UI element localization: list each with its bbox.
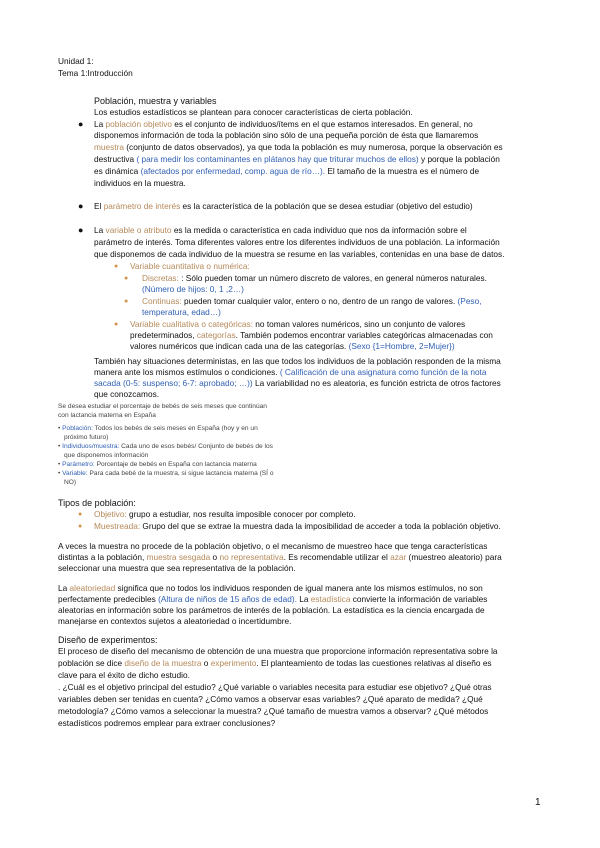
text-line: parámetro de interés. Toma diferentes valores entre los diferentes individuos de una población. La información — [94, 237, 500, 247]
text-line: También hay situaciones deterministas, en las que todos los individuos de la población responden de la misma — [94, 356, 501, 366]
term-categorias: categorías — [196, 330, 236, 340]
text-line: El proceso de diseño del mecanismo de obtención de una muestra que proporcione información representativa sobre la — [58, 646, 498, 656]
bullet-poblacion-line: La población objetivo es el conjunto de individuos/ítems en el que estamos interesados. En general, no — [94, 119, 473, 129]
intro-lead: Los estudios estadísticos se plantean para conocer características de cierta población. — [94, 107, 413, 117]
text-line: manejarse en contextos sujetos a aleatoriedad o incertidumbre. — [58, 616, 292, 626]
term-categoricas: Variable cualitativa o categóricas: — [130, 319, 256, 329]
sub-bullet-icon: ● — [78, 523, 83, 530]
text-line: clave para el éxito de dicho estudio. — [58, 670, 190, 680]
bullet-parametro-line: El parámetro de interés es la característica de la población que se desea estudiar (objetivo del estudio) — [94, 201, 473, 211]
topic-title: Tema 1:Introducción — [58, 68, 133, 78]
sub-bullet-icon: ● — [124, 275, 129, 282]
text-line: estadísticos podremos emplear para extraer conclusiones? — [58, 718, 276, 728]
discretas-line: Discretas: : Sólo pueden tomar un número discreto de valores, en general números naturales. — [142, 273, 487, 283]
text-line: aleatorias en información sobre los parámetros de interés de la población. La estadística es la ciencia encargada de — [58, 605, 485, 615]
text-line: metodología? ¿Cómo vamos a seleccionar la muestra? ¿Qué tamaño de muestra vamos a observar? ¿Qué métodos — [58, 706, 489, 716]
example-platanos: ( para medir los contaminantes en plátanos hay que triturar muchos de ellos) — [136, 154, 419, 164]
text-line: variables deben ser tenidas en cuenta? ¿Cómo vamos a observar esas variables? ¿Qué aparato de medida? ¿Qué — [58, 694, 483, 704]
text-line: predeterminados, categorías. También podemos encontrar variables categóricas almacenadas con — [130, 330, 493, 340]
text-line: que disponemos de cada individuo de la muestra se resume en las variables, contenidas en una base de datos. — [94, 249, 505, 259]
page-number: 1 — [535, 797, 541, 808]
term-poblacion-objetivo: población objetivo — [105, 119, 172, 129]
term-discretas: Discretas: — [142, 273, 182, 283]
text-line: sacada (0-5: suspenso; 6-7: aprobado; …)) La variabilidad no es aleatoria, es función estricta de otros factores — [94, 378, 501, 388]
term-variable: variable o atributo — [105, 225, 172, 235]
tipos-heading: Tipos de población: — [58, 498, 136, 508]
example-peso: temperatura, edad…) — [142, 307, 221, 317]
bullet-icon: ● — [78, 225, 84, 235]
bullet-icon: ● — [78, 119, 84, 129]
text-line: muestra (conjunto de datos observados), ya que toda la población es muy numerosa, porque la observación es — [94, 142, 503, 152]
tipo-objetivo: Objetivo: grupo a estudiar, nos resulta imposible conocer por completo. — [94, 509, 356, 519]
text-line: manera ante los mismos estímulos o condiciones. ( Calificación de una asignatura como función de la nota — [94, 367, 487, 377]
text-line: disponemos información de toda la población sino sólo de una pequeña porción de ésta que llamaremos — [94, 130, 479, 140]
example-enfermedad: (afectados por enfermedad, comp. agua de río…). — [140, 166, 326, 176]
text-line: valores numéricos que indican cada una de las categorías. (Sexo {1=Hombre, 2=Mujer}) — [130, 341, 455, 351]
bullet-icon: ● — [78, 201, 84, 211]
term-parametro: parámetro de interés — [103, 201, 181, 211]
text-line: seleccionar una muestra que sea representativa de la población. — [58, 563, 296, 573]
text-line: perfectamente predecibles (Altura de niños de 15 años de edad). La estadística convierte la información de variables — [58, 594, 488, 604]
example-note-image: Se desea estudiar el porcentaje de bebés de seis meses que continúan con lactancia materna en España • Población: Todos los bebés de seis meses en España (hoy y en un próximo futuro) • Individuos/muestra: Cada uno de esos bebés/ Conjunto de bebés de los que disponemos información • Parámetro: Porcentaje de bebés en España con lactancia materna • Variable: Para cada bebé de la muestra, si sigue lactancia materna (SÍ o NO) — [58, 403, 274, 486]
text-line: A veces la muestra no procede de la población objetivo, o el mecanismo de muestreo hace que tenga características — [58, 541, 488, 551]
bullet-variable-line: La variable o atributo es la medida o característica en cada individuo que nos da información sobre el — [94, 225, 467, 235]
sub-bullet-icon: ● — [124, 298, 129, 305]
categoricas-line: Variable cualitativa o categóricas: no toman valores numéricos, sino un conjunto de valores — [130, 319, 466, 329]
term-muestra: muestra — [94, 142, 124, 152]
tipo-muestreada: Muestreada: Grupo del que se extrae la muestra dada la imposibilidad de acceder a toda la población objetivo. — [94, 521, 501, 531]
sub-bullet-icon: ● — [114, 321, 119, 328]
diseno-heading: Diseño de experimentos: — [58, 635, 158, 645]
unit-title: Unidad 1: — [58, 56, 94, 66]
text-line: La aleatoriedad significa que no todos los individuos responden de igual manera ante los mismos estímulos, no son — [58, 583, 483, 593]
text-line: . ¿Cuál es el objetivo principal del estudio? ¿Qué variable o variables necesita para estudiar ese objetivo? ¿Qué otras — [58, 682, 492, 692]
text-line: distintas a la población, muestra sesgada o no representativa. Es recomendable utilizar el azar (muestreo aleatorio) para — [58, 552, 502, 562]
term-continuas: Continuas: — [142, 296, 184, 306]
continuas-line: Continuas: pueden tomar cualquier valor, entero o no, dentro de un rango de valores. (Peso, — [142, 296, 482, 306]
sub-bullet-icon: ● — [78, 511, 83, 518]
text-line: es dinámica (afectados por enfermedad, comp. agua de río…). El tamaño de la muestra es el número de — [94, 166, 480, 176]
example-sexo: (Sexo {1=Hombre, 2=Mujer}) — [348, 341, 455, 351]
text-line: destructiva ( para medir los contaminantes en plátanos hay que triturar muchos de ellos) y porque la población — [94, 154, 500, 164]
section-heading: Población, muestra y variables — [94, 96, 217, 106]
variable-numerica-heading: Variable cuantitativa o numérica: — [130, 261, 250, 271]
text-line: población se dice diseño de la muestra o experimento. El planteamiento de todas las cuestiones relativas al diseño es — [58, 658, 492, 668]
sub-bullet-icon: ● — [114, 263, 119, 270]
text-line: individuos en la muestra. — [94, 178, 186, 188]
example-hijos: (Número de hijos: 0, 1 ,2…) — [142, 284, 244, 294]
text-line: que conozcamos. — [94, 389, 160, 399]
